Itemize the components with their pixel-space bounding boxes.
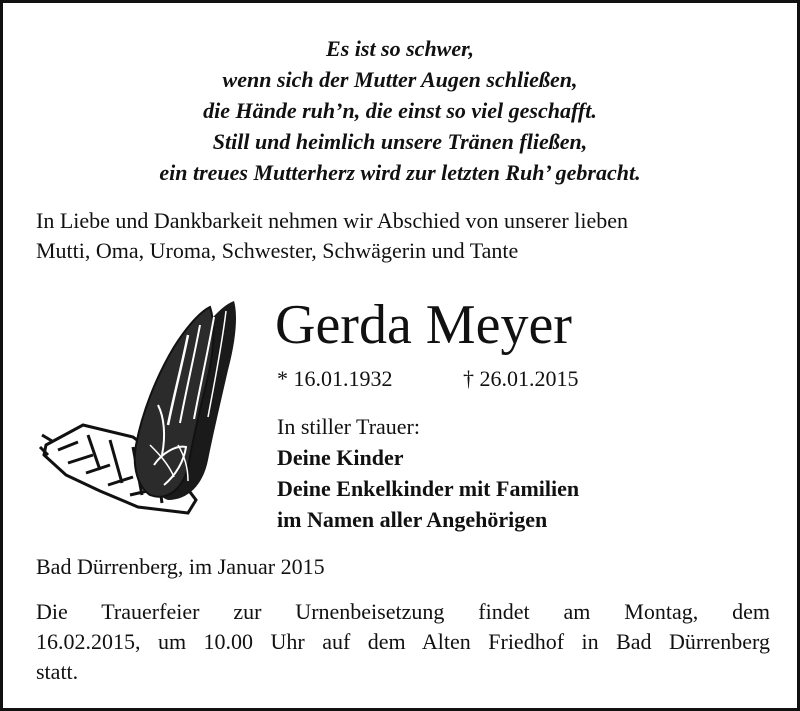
poem (3, 33, 797, 188)
life-dates (277, 365, 579, 393)
farewell-intro (36, 206, 764, 266)
service-line: 16.02.2015, um 10.00 Uhr auf dem Alten Friedhof in Bad Dürrenberg (36, 629, 770, 654)
mourner-line: Deine Kinder (277, 445, 404, 470)
poem-line: Still und heimlich unsere Tränen fließen, (212, 129, 588, 154)
mourners (277, 411, 579, 535)
poem-line: die Hände ruh’n, die einst so viel geschafft. (203, 98, 597, 123)
mourner-line: Deine Enkelkinder mit Familien (277, 476, 580, 501)
deceased-name: Gerda Meyer (275, 294, 572, 356)
service-line: statt. (36, 659, 79, 684)
mourners-heading: In stiller Trauer: (277, 414, 420, 439)
poem-line: ein treues Mutterherz wird zur letzten Ruh’ gebracht. (159, 160, 641, 185)
place-date: Bad Dürrenberg, im Januar 2015 (36, 554, 325, 579)
intro-line: Mutti, Oma, Uroma, Schwester, Schwägerin und Tante (36, 238, 519, 263)
intro-line: In Liebe und Dankbarkeit nehmen wir Abschied von unserer lieben (36, 208, 628, 233)
poem-line: wenn sich der Mutter Augen schließen, (222, 67, 578, 92)
service-line: Die Trauerfeier zur Urnenbeisetzung findet am Montag, dem (36, 599, 770, 624)
funeral-service-info (36, 597, 770, 687)
birth-date: * 16.01.1932 (277, 366, 393, 391)
poem-line: Es ist so schwer, (326, 36, 474, 61)
praying-hands-icon (38, 295, 243, 525)
mourner-line: im Namen aller Angehörigen (277, 507, 548, 532)
death-date: † 26.01.2015 (463, 366, 579, 391)
